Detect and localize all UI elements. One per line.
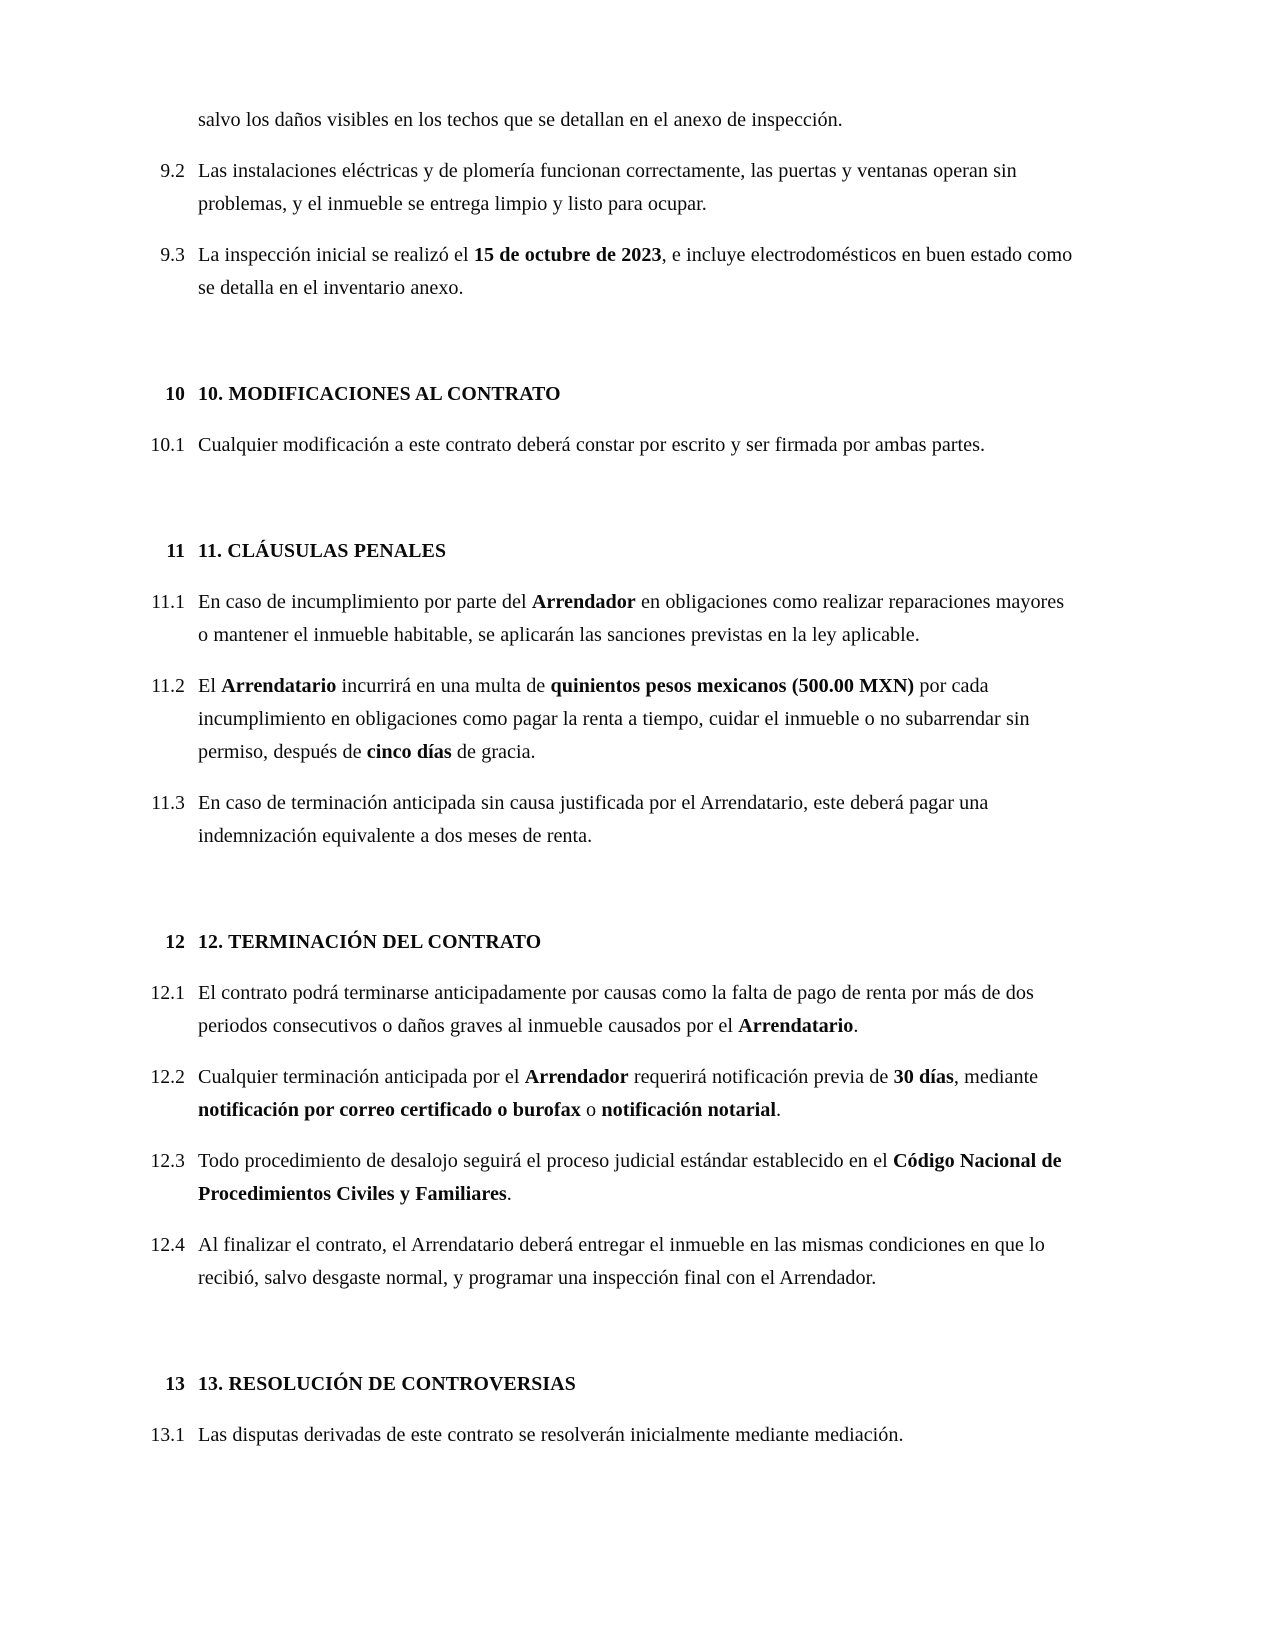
clause-11-1-text bbox=[185, 586, 1075, 652]
clause-9-3-run-0: La inspección inicial se realizó el bbox=[198, 244, 474, 266]
vertical-spacer bbox=[133, 410, 1075, 429]
clause-9-1-continuation-text bbox=[185, 104, 1075, 137]
clause-12-1-run-1-emphasis: Arrendatario bbox=[738, 1015, 854, 1037]
clause-12-4-marker: 12.4 bbox=[150, 1235, 185, 1256]
clause-9-1-continuation-run-0: salvo los daños visibles en los techos que se detallan en el anexo de inspección. bbox=[198, 109, 843, 131]
clause-9-3-text bbox=[185, 239, 1075, 305]
clause-10-1-run-0: Cualquier modificación a este contrato deberá constar por escrito y ser firmada por ambas partes. bbox=[198, 434, 985, 456]
section-heading-12 bbox=[133, 927, 1075, 958]
section-heading-13-run-0-emphasis: 13. RESOLUCIÓN DE CONTROVERSIAS bbox=[198, 1373, 576, 1395]
vertical-spacer bbox=[133, 221, 1075, 239]
clause-12-3-marker: 12.3 bbox=[150, 1151, 185, 1172]
section-heading-10-text bbox=[185, 379, 1075, 410]
section-heading-11-text bbox=[185, 536, 1075, 567]
clause-12-1-run-0: El contrato podrá terminarse anticipadamente por causas como la falta de pago de renta por más de dos periodos consecutivos o daños graves al inmueble causados por el bbox=[198, 982, 1034, 1037]
clause-12-3 bbox=[133, 1145, 1075, 1211]
clause-12-2-run-6: o bbox=[580, 1099, 602, 1121]
vertical-spacer bbox=[133, 1400, 1075, 1419]
section-heading-11-marker: 11 bbox=[166, 541, 185, 562]
clause-12-2-run-3-emphasis: 30 días bbox=[893, 1066, 954, 1088]
section-heading-13-marker: 13 bbox=[165, 1374, 185, 1395]
clause-9-3-run-2: , e incluye electrodomésticos en buen estado como se detalla en el inventario anexo. bbox=[198, 244, 1073, 299]
section-heading-12-text bbox=[185, 927, 1075, 958]
clause-12-1 bbox=[133, 977, 1075, 1043]
clause-11-2-run-5-emphasis: cinco días bbox=[366, 741, 452, 763]
clause-12-3-run-2: . bbox=[506, 1183, 512, 1205]
clause-11-2-run-1-emphasis: Arrendatario bbox=[221, 675, 337, 697]
clause-12-2-run-8: . bbox=[776, 1099, 782, 1121]
vertical-spacer bbox=[133, 1043, 1075, 1061]
clause-11-1-run-1-emphasis: Arrendador bbox=[531, 591, 636, 613]
clause-9-3 bbox=[133, 239, 1075, 305]
clause-9-2 bbox=[133, 155, 1075, 221]
section-heading-10-run-0-emphasis: 10. MODIFICACIONES AL CONTRATO bbox=[198, 383, 561, 405]
clause-12-3-run-0: Todo procedimiento de desalojo seguirá el proceso judicial estándar establecido en el bbox=[198, 1150, 893, 1172]
clause-11-2-run-3-emphasis: quinientos pesos mexicanos (500.00 MXN) bbox=[550, 675, 915, 697]
clause-9-2-run-0: Las instalaciones eléctricas y de plomería funcionan correctamente, las puertas y ventanas operan sin problemas, y el inmueble se entrega limpio y listo para ocupar. bbox=[198, 160, 1017, 215]
clause-12-1-run-2: . bbox=[853, 1015, 859, 1037]
vertical-spacer bbox=[133, 1127, 1075, 1145]
clause-12-2-run-7-emphasis: notificación notarial bbox=[601, 1099, 776, 1121]
clause-11-2-marker: 11.2 bbox=[151, 676, 185, 697]
clause-11-2-run-4: por cada incumplimiento en obligaciones como pagar la renta a tiempo, cuidar el inmueble o no subarrendar sin permiso, después de bbox=[198, 675, 1030, 763]
vertical-spacer bbox=[133, 305, 1075, 379]
clause-12-2-run-2: requerirá notificación previa de bbox=[628, 1066, 894, 1088]
clause-9-1-continuation bbox=[133, 104, 1075, 137]
clause-12-2-run-5-emphasis: notificación por correo certificado o burofax bbox=[198, 1099, 581, 1121]
section-heading-10-marker: 10 bbox=[165, 384, 185, 405]
vertical-spacer bbox=[133, 1295, 1075, 1369]
vertical-spacer bbox=[133, 137, 1075, 155]
clause-12-2-marker: 12.2 bbox=[150, 1067, 185, 1088]
vertical-spacer bbox=[133, 853, 1075, 927]
clause-11-3-run-0: En caso de terminación anticipada sin causa justificada por el Arrendatario, este deberá pagar una indemnización equivalente a dos meses de renta. bbox=[198, 792, 989, 847]
clause-12-2-run-4: , mediante bbox=[953, 1066, 1039, 1088]
clause-13-1-run-0: Las disputas derivadas de este contrato se resolverán inicialmente mediante mediación. bbox=[198, 1424, 904, 1446]
clause-10-1-text bbox=[185, 429, 1075, 462]
clause-13-1-marker: 13.1 bbox=[150, 1425, 185, 1446]
clause-10-1-marker: 10.1 bbox=[150, 435, 185, 456]
clause-12-4 bbox=[133, 1229, 1075, 1295]
clause-11-1-marker: 11.1 bbox=[151, 592, 185, 613]
clause-11-2-text bbox=[185, 670, 1075, 769]
clause-11-3-text bbox=[185, 787, 1075, 853]
vertical-spacer bbox=[133, 567, 1075, 586]
document-body bbox=[133, 104, 1075, 1452]
clause-11-2 bbox=[133, 670, 1075, 769]
vertical-spacer bbox=[133, 958, 1075, 977]
clause-12-1-marker: 12.1 bbox=[150, 983, 185, 1004]
section-heading-13-text bbox=[185, 1369, 1075, 1400]
vertical-spacer bbox=[133, 769, 1075, 787]
clause-12-4-text bbox=[185, 1229, 1075, 1295]
clause-11-1-run-0: En caso de incumplimiento por parte del bbox=[198, 591, 532, 613]
section-heading-12-marker: 12 bbox=[165, 932, 185, 953]
clause-12-3-text bbox=[185, 1145, 1075, 1211]
vertical-spacer bbox=[133, 462, 1075, 536]
clause-12-2 bbox=[133, 1061, 1075, 1127]
section-heading-10 bbox=[133, 379, 1075, 410]
section-heading-11-run-0-emphasis: 11. CLÁUSULAS PENALES bbox=[198, 540, 447, 562]
section-heading-12-run-0-emphasis: 12. TERMINACIÓN DEL CONTRATO bbox=[198, 931, 542, 953]
clause-11-2-run-2: incurrirá en una multa de bbox=[336, 675, 551, 697]
clause-10-1 bbox=[133, 429, 1075, 462]
clause-9-2-marker: 9.2 bbox=[160, 161, 185, 182]
clause-11-3-marker: 11.3 bbox=[151, 793, 185, 814]
clause-12-2-text bbox=[185, 1061, 1075, 1127]
clause-12-2-run-1-emphasis: Arrendador bbox=[524, 1066, 629, 1088]
clause-12-1-text bbox=[185, 977, 1075, 1043]
clause-12-4-run-0: Al finalizar el contrato, el Arrendatario deberá entregar el inmueble en las mismas condiciones en que lo recibió, salvo desgaste normal, y programar una inspección final con el Arrendador. bbox=[198, 1234, 1045, 1289]
section-heading-11 bbox=[133, 536, 1075, 567]
clause-11-2-run-6: de gracia. bbox=[451, 741, 536, 763]
clause-12-2-run-0: Cualquier terminación anticipada por el bbox=[198, 1066, 525, 1088]
clause-13-1-text bbox=[185, 1419, 1075, 1452]
clause-12-3-run-1-emphasis: Código Nacional de Procedimientos Civiles y Familiares bbox=[198, 1150, 1062, 1205]
clause-9-3-run-1-emphasis: 15 de octubre de 2023 bbox=[473, 244, 662, 266]
vertical-spacer bbox=[133, 1211, 1075, 1229]
section-heading-13 bbox=[133, 1369, 1075, 1400]
clause-13-1 bbox=[133, 1419, 1075, 1452]
clause-9-2-text bbox=[185, 155, 1075, 221]
clause-11-1 bbox=[133, 586, 1075, 652]
clause-11-2-run-0: El bbox=[198, 675, 222, 697]
clause-9-3-marker: 9.3 bbox=[160, 245, 185, 266]
vertical-spacer bbox=[133, 652, 1075, 670]
clause-11-1-run-2: en obligaciones como realizar reparaciones mayores o mantener el inmueble habitable, se aplicarán las sanciones previstas en la ley aplicable. bbox=[198, 591, 1065, 646]
clause-11-3 bbox=[133, 787, 1075, 853]
